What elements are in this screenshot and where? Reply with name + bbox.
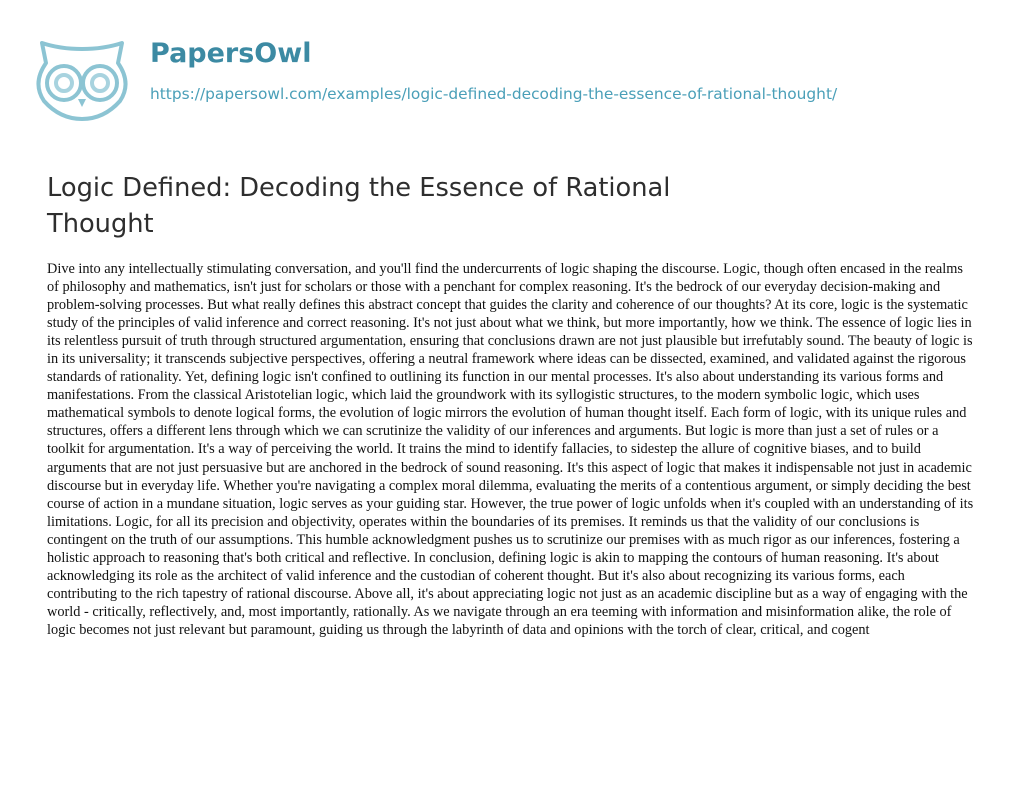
page-url-link[interactable]: https://papersowl.com/examples/logic-defined-decoding-the-essence-of-rational-thought/ <box>150 84 838 103</box>
brand-name: PapersOwl <box>150 38 312 69</box>
page-title: Logic Defined: Decoding the Essence of Rational Thought <box>47 173 671 239</box>
site-header <box>20 33 837 123</box>
brand-block <box>150 33 837 105</box>
owl-icon <box>20 33 144 123</box>
essay-body: Dive into any intellectually stimulating conversation, and you'll find the undercurrents of logic shaping the discourse. Logic, though often encased in the realms of philosophy and mathematics, isn't just for scholars or those with a penchant for complex reasoning. It's the bedrock of our everyday decision-making and problem-solving processes. But what really defines this abstract concept that guides the clarity and coherence of our thoughts? At its core, logic is the systematic study of the principles of valid inference and correct reasoning. It's not just about what we think, but more importantly, how we think. The essence of logic lies in its relentless pursuit of truth through structured argumentation, ensuring that conclusions drawn are not just plausible but irrefutably sound. The beauty of logic is in its universality; it transcends subjective perspectives, offering a neutral framework where ideas can be dissected, examined, and validated against the rigorous standards of rationality. Yet, defining logic isn't confined to outlining its function in our mental processes. It's also about understanding its various forms and manifestations. From the classical Aristotelian logic, which laid the groundwork with its syllogistic structures, to the modern symbolic logic, which uses mathematical symbols to denote logical forms, the evolution of logic mirrors the evolution of human thought itself. Each form of logic, with its unique rules and structures, offers a different lens through which we can scrutinize the validity of our inferences and arguments. But logic is more than just a set of rules or a toolkit for argumentation. It's a way of perceiving the world. It trains the mind to identify fallacies, to sidestep the allure of cognitive biases, and to build arguments that are not just persuasive but are anchored in the bedrock of sound reasoning. It's this aspect of logic that makes it indispensable not just in academic discourse but in everyday life. Whether you're navigating a complex moral dilemma, evaluating the merits of a contentious argument, or simply deciding the best course of action in a mundane situation, logic serves as your guiding star. However, the true power of logic unfolds when it's coupled with an understanding of its limitations. Logic, for all its precision and objectivity, operates within the boundaries of its premises. It reminds us that the validity of our conclusions is contingent on the truth of our assumptions. This humble acknowledgment pushes us to scrutinize our premises with as much rigor as our inferences, fostering a holistic approach to reasoning that's both critical and reflective. In conclusion, defining logic is akin to mapping the contours of human reasoning. It's about acknowledging its role as the architect of valid inference and the custodian of coherent thought. But it's also about recognizing its various forms, each contributing to the rich tapestry of rational discourse. Above all, it's about appreciating logic not just as an academic discipline but as a way of engaging with the world - critically, reflectively, and, most importantly, rationally. As we navigate through an era teeming with information and misinformation alike, the role of logic becomes not just relevant but paramount, guiding us through the labyrinth of data and opinions with the torch of clear, critical, and cogent <box>47 261 974 638</box>
